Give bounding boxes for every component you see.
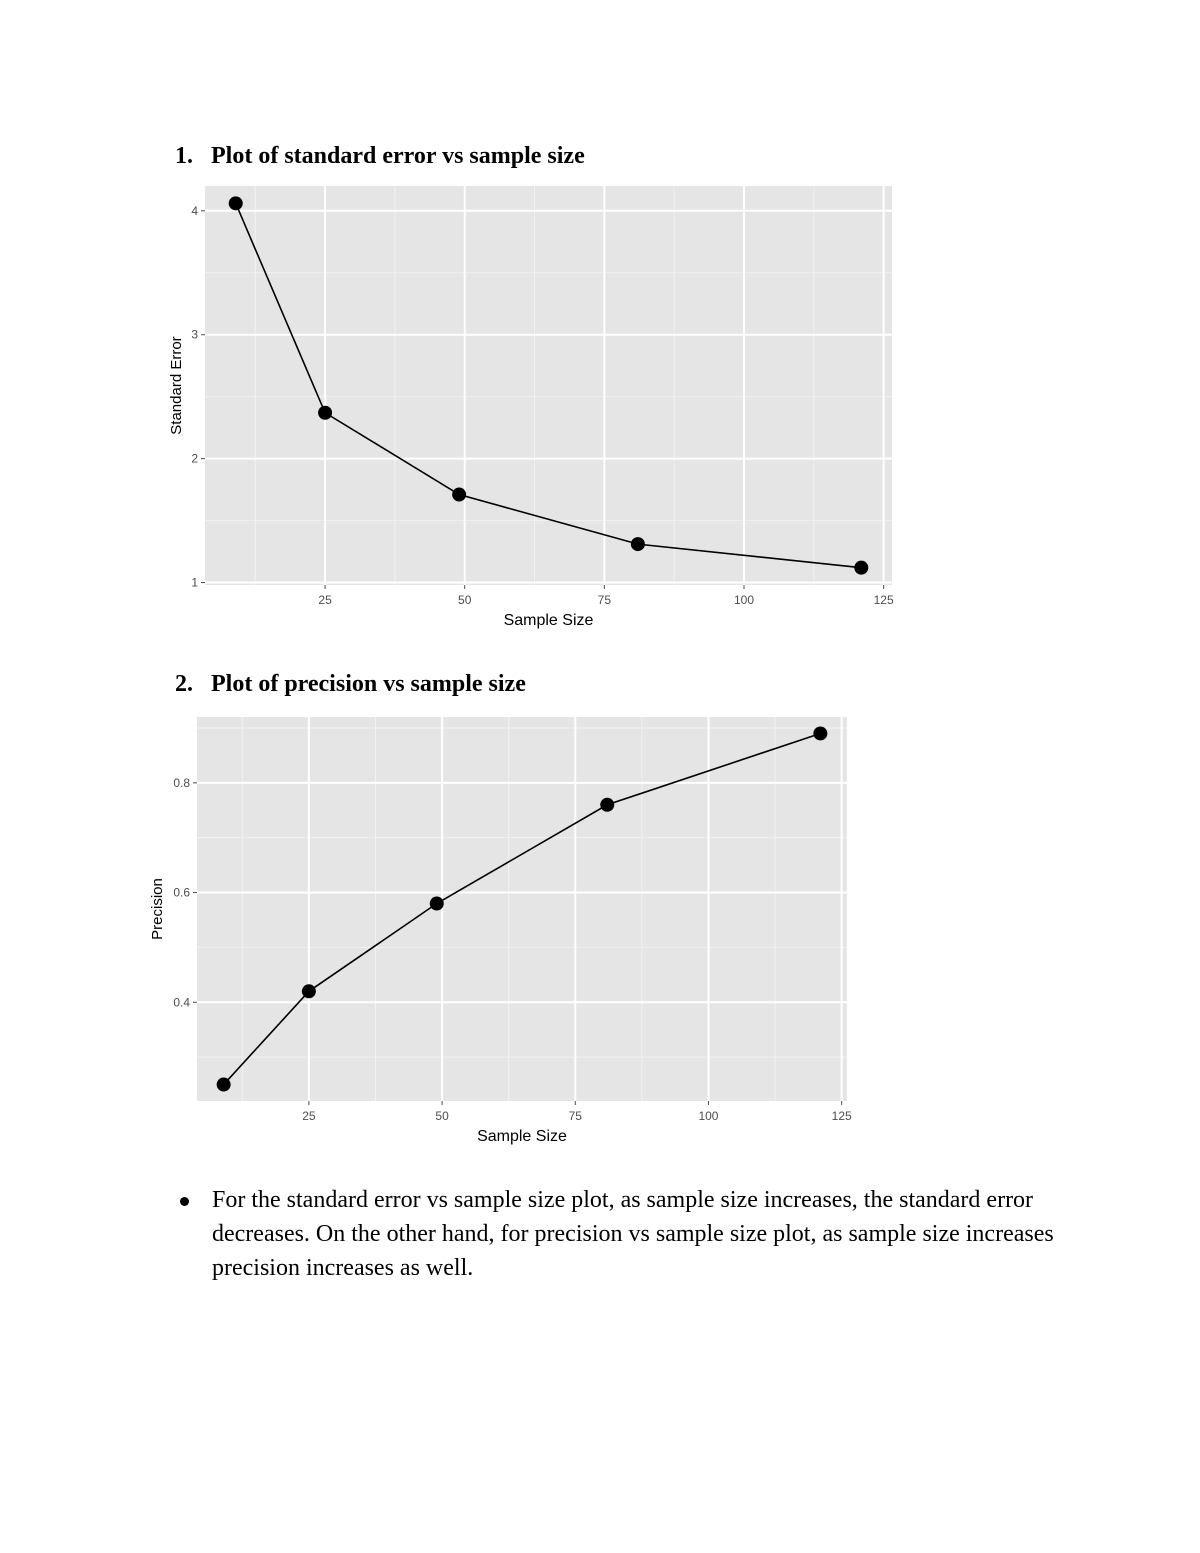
section-2-number: 2. — [175, 671, 193, 697]
standard-error-chart — [0, 0, 1200, 640]
y-axis-label: Precision — [149, 878, 166, 940]
y-tick-label: 3 — [191, 327, 198, 342]
y-tick-label: 4 — [191, 203, 198, 218]
x-tick-label: 100 — [733, 593, 755, 607]
y-tick-label: 1 — [191, 575, 198, 590]
x-tick-label: 125 — [831, 1109, 852, 1123]
x-tick-label: 125 — [873, 593, 894, 607]
data-point — [302, 984, 316, 998]
data-point — [631, 537, 645, 551]
data-point — [318, 406, 332, 420]
x-tick-label: 50 — [435, 1109, 449, 1123]
x-tick-label: 25 — [318, 593, 332, 607]
x-tick-label: 50 — [458, 593, 472, 607]
x-tick-label: 75 — [597, 593, 612, 607]
data-point — [600, 798, 614, 812]
section-1-title: Plot of standard error vs sample size — [211, 143, 585, 169]
y-tick-label: 0.4 — [173, 995, 190, 1010]
data-point — [854, 561, 868, 575]
bullet-icon — [180, 1197, 189, 1206]
data-point — [813, 726, 827, 740]
y-tick-label: 2 — [191, 451, 198, 466]
x-tick-label: 100 — [698, 1109, 719, 1123]
y-tick-label: 0.8 — [173, 775, 190, 790]
data-point — [217, 1078, 231, 1092]
y-tick-label: 0.6 — [173, 885, 190, 900]
plot-panel — [197, 717, 847, 1101]
section-2-title: Plot of precision vs sample size — [211, 671, 526, 697]
section-2-heading — [175, 671, 526, 698]
x-axis-label: Sample Size — [503, 612, 594, 629]
plot-panel — [205, 186, 892, 585]
data-point — [452, 488, 466, 502]
x-tick-label: 75 — [568, 1109, 582, 1123]
summary-text: For the standard error vs sample size plot, as sample size increases, the standard error decreases. On the other hand, for precision vs sample size plot, as sample size increases precision increases as well. — [212, 1187, 1054, 1281]
data-point — [229, 196, 243, 210]
y-axis-label: Standard Error — [168, 336, 185, 435]
x-axis-label: Sample Size — [477, 1128, 567, 1145]
precision-chart — [0, 700, 1200, 1160]
data-point — [430, 897, 444, 911]
summary-bullet — [175, 1183, 1055, 1285]
section-1-number: 1. — [175, 143, 193, 169]
x-tick-label: 25 — [302, 1109, 316, 1123]
